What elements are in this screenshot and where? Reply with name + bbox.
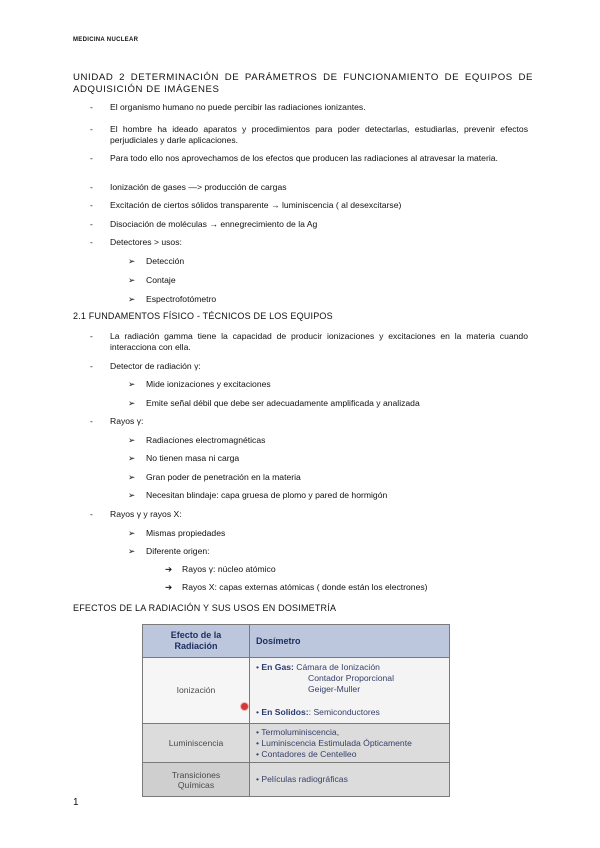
arrow-bullet-icon: ➢ [128,546,136,556]
solid-value: : Semiconductores [308,707,380,718]
row-luminiscencia-effect: Luminiscencia [143,723,250,763]
header-effect-line2: Radiación [174,640,218,651]
gas-item-3: Geiger-Muller [308,684,361,695]
row-luminiscencia-dosimeter [250,723,450,763]
right-arrow-icon: ➔ [165,564,173,574]
detector-item-1: Mide ionizaciones y excitaciones [146,379,271,389]
gamma-item-4: Necesitan blindaje: capa gruesa de plomo y pared de hormigón [146,490,388,500]
dosimetry-table [142,624,450,797]
film-item: Películas radiográficas [261,774,348,785]
header-effect-cell [143,625,250,658]
arrow-bullet-icon: ➢ [128,490,136,500]
effects-title: EFECTOS DE LA RADIACIÓN Y SUS USOS EN DOSIMETRÍA [73,603,337,613]
lum-item-2: • Luminiscencia Estimulada Ópticamente [256,737,412,748]
bullet-dash: - [90,102,93,112]
header-dosimeter-cell: Dosímetro [250,625,450,658]
arrow-bullet-icon: ➢ [128,275,136,285]
row-quimicas-effect: Transiciones Químicas [143,763,250,797]
bullet-dash: - [90,509,93,519]
detector-use-3: Espectrofotómetro [146,294,217,304]
row-quimicas-dosimeter: • Películas radiográficas [250,763,450,797]
solid-line: • En Solidos:: Semiconductores [256,707,380,718]
row-ionizacion-dosimeter [250,657,450,723]
arrow-bullet-icon: ➢ [128,472,136,482]
bullet-dash: - [90,237,93,247]
detector-use-2: Contaje [146,275,176,285]
header-effect-line1: Efecto de la [170,629,222,640]
intro-bullet-7: Detectores > usos: [110,237,182,247]
arrow-bullet-icon: ➢ [128,294,136,304]
arrow-bullet-icon: ➢ [128,256,136,266]
bullet-dash: - [90,182,93,192]
origin-item-1: Rayos γ: núcleo atómico [182,564,276,574]
intro-bullet-5: Excitación de ciertos sólidos transparente → luminiscencia ( al desexcitarse) [110,200,402,210]
row-ionizacion-effect: Ionización [143,657,250,723]
section-bullet-3: Rayos γ: [110,416,144,426]
origin-item-2: Rayos X: capas externas atómicas ( donde están los electrones) [182,582,428,592]
lum-item-3: • Contadores de Centelleo [256,748,357,759]
gas-item-1: Cámara de Ionización [296,662,380,673]
lum-item-1: • Termoluminiscencia, [256,726,340,737]
section-bullet-1: La radiación gamma tiene la capacidad de producir ionizaciones y excitaciones en la materia cuando interacciona con ella. [110,331,528,352]
gamma-item-2: No tienen masa ni carga [146,453,240,463]
cursor-dot-icon [240,702,249,711]
bullet-dash: - [90,361,93,371]
gas-item-2: Contador Proporcional [308,673,394,684]
section-2-1-title: 2.1 FUNDAMENTOS FÍSICO - TÉCNICOS DE LOS EQUIPOS [73,311,333,321]
gamma-item-3: Gran poder de penetración en la materia [146,472,301,482]
bullet-dash: - [90,153,93,163]
compare-item-1: Mismas propiedades [146,528,226,538]
running-header: MEDICINA NUCLEAR [73,37,139,43]
arrow-bullet-icon: ➢ [128,398,136,408]
arrow-bullet-icon: ➢ [128,435,136,445]
section-bullet-2: Detector de radiación γ: [110,361,201,371]
arrow-bullet-icon: ➢ [128,528,136,538]
right-arrow-icon: ➔ [165,582,173,592]
table-row [143,657,450,723]
gas-label: En Gas: [261,662,294,673]
detector-use-1: Detección [146,256,185,266]
section-bullet-4: Rayos γ y rayos X: [110,509,182,519]
bullet-dash: - [90,200,93,210]
gas-line: • En Gas: Cámara de Ionización [256,662,380,673]
intro-bullet-6: Disociación de moléculas → ennegrecimiento de la Ag [110,219,318,229]
bullet-dash: - [90,331,93,341]
arrow-bullet-icon: ➢ [128,379,136,389]
arrow-bullet-icon: ➢ [128,453,136,463]
bullet-dash: - [90,124,93,134]
unit-title: UNIDAD 2 DETERMINACIÓN DE PARÁMETROS DE FUNCIONAMIENTO DE EQUIPOS DE ADQUISICIÓN DE IMÁGENES [73,72,533,95]
table-row [143,723,450,763]
page-number: 1 [73,797,79,808]
table-row [143,763,450,797]
solid-label: En Solidos: [261,707,309,718]
compare-item-2: Diferente origen: [146,546,210,556]
bullet-dash: - [90,219,93,229]
table-header-row [143,625,450,658]
detector-item-2: Emite señal débil que debe ser adecuadamente amplificada y analizada [146,398,420,408]
bullet-dash: - [90,416,93,426]
intro-bullet-1: El organismo humano no puede percibir las radiaciones ionizantes. [110,102,366,112]
intro-bullet-4: Ionización de gases —> producción de cargas [110,182,287,192]
gamma-item-1: Radiaciones electromagnéticas [146,435,266,445]
intro-bullet-2: El hombre ha ideado aparatos y procedimientos para poder detectarlas, estudiarlas, prevenir efectos perjudiciales y darle aplicaciones. [110,124,528,145]
intro-bullet-3: Para todo ello nos aprovechamos de los efectos que producen las radiaciones al atravesar la materia. [110,153,498,163]
